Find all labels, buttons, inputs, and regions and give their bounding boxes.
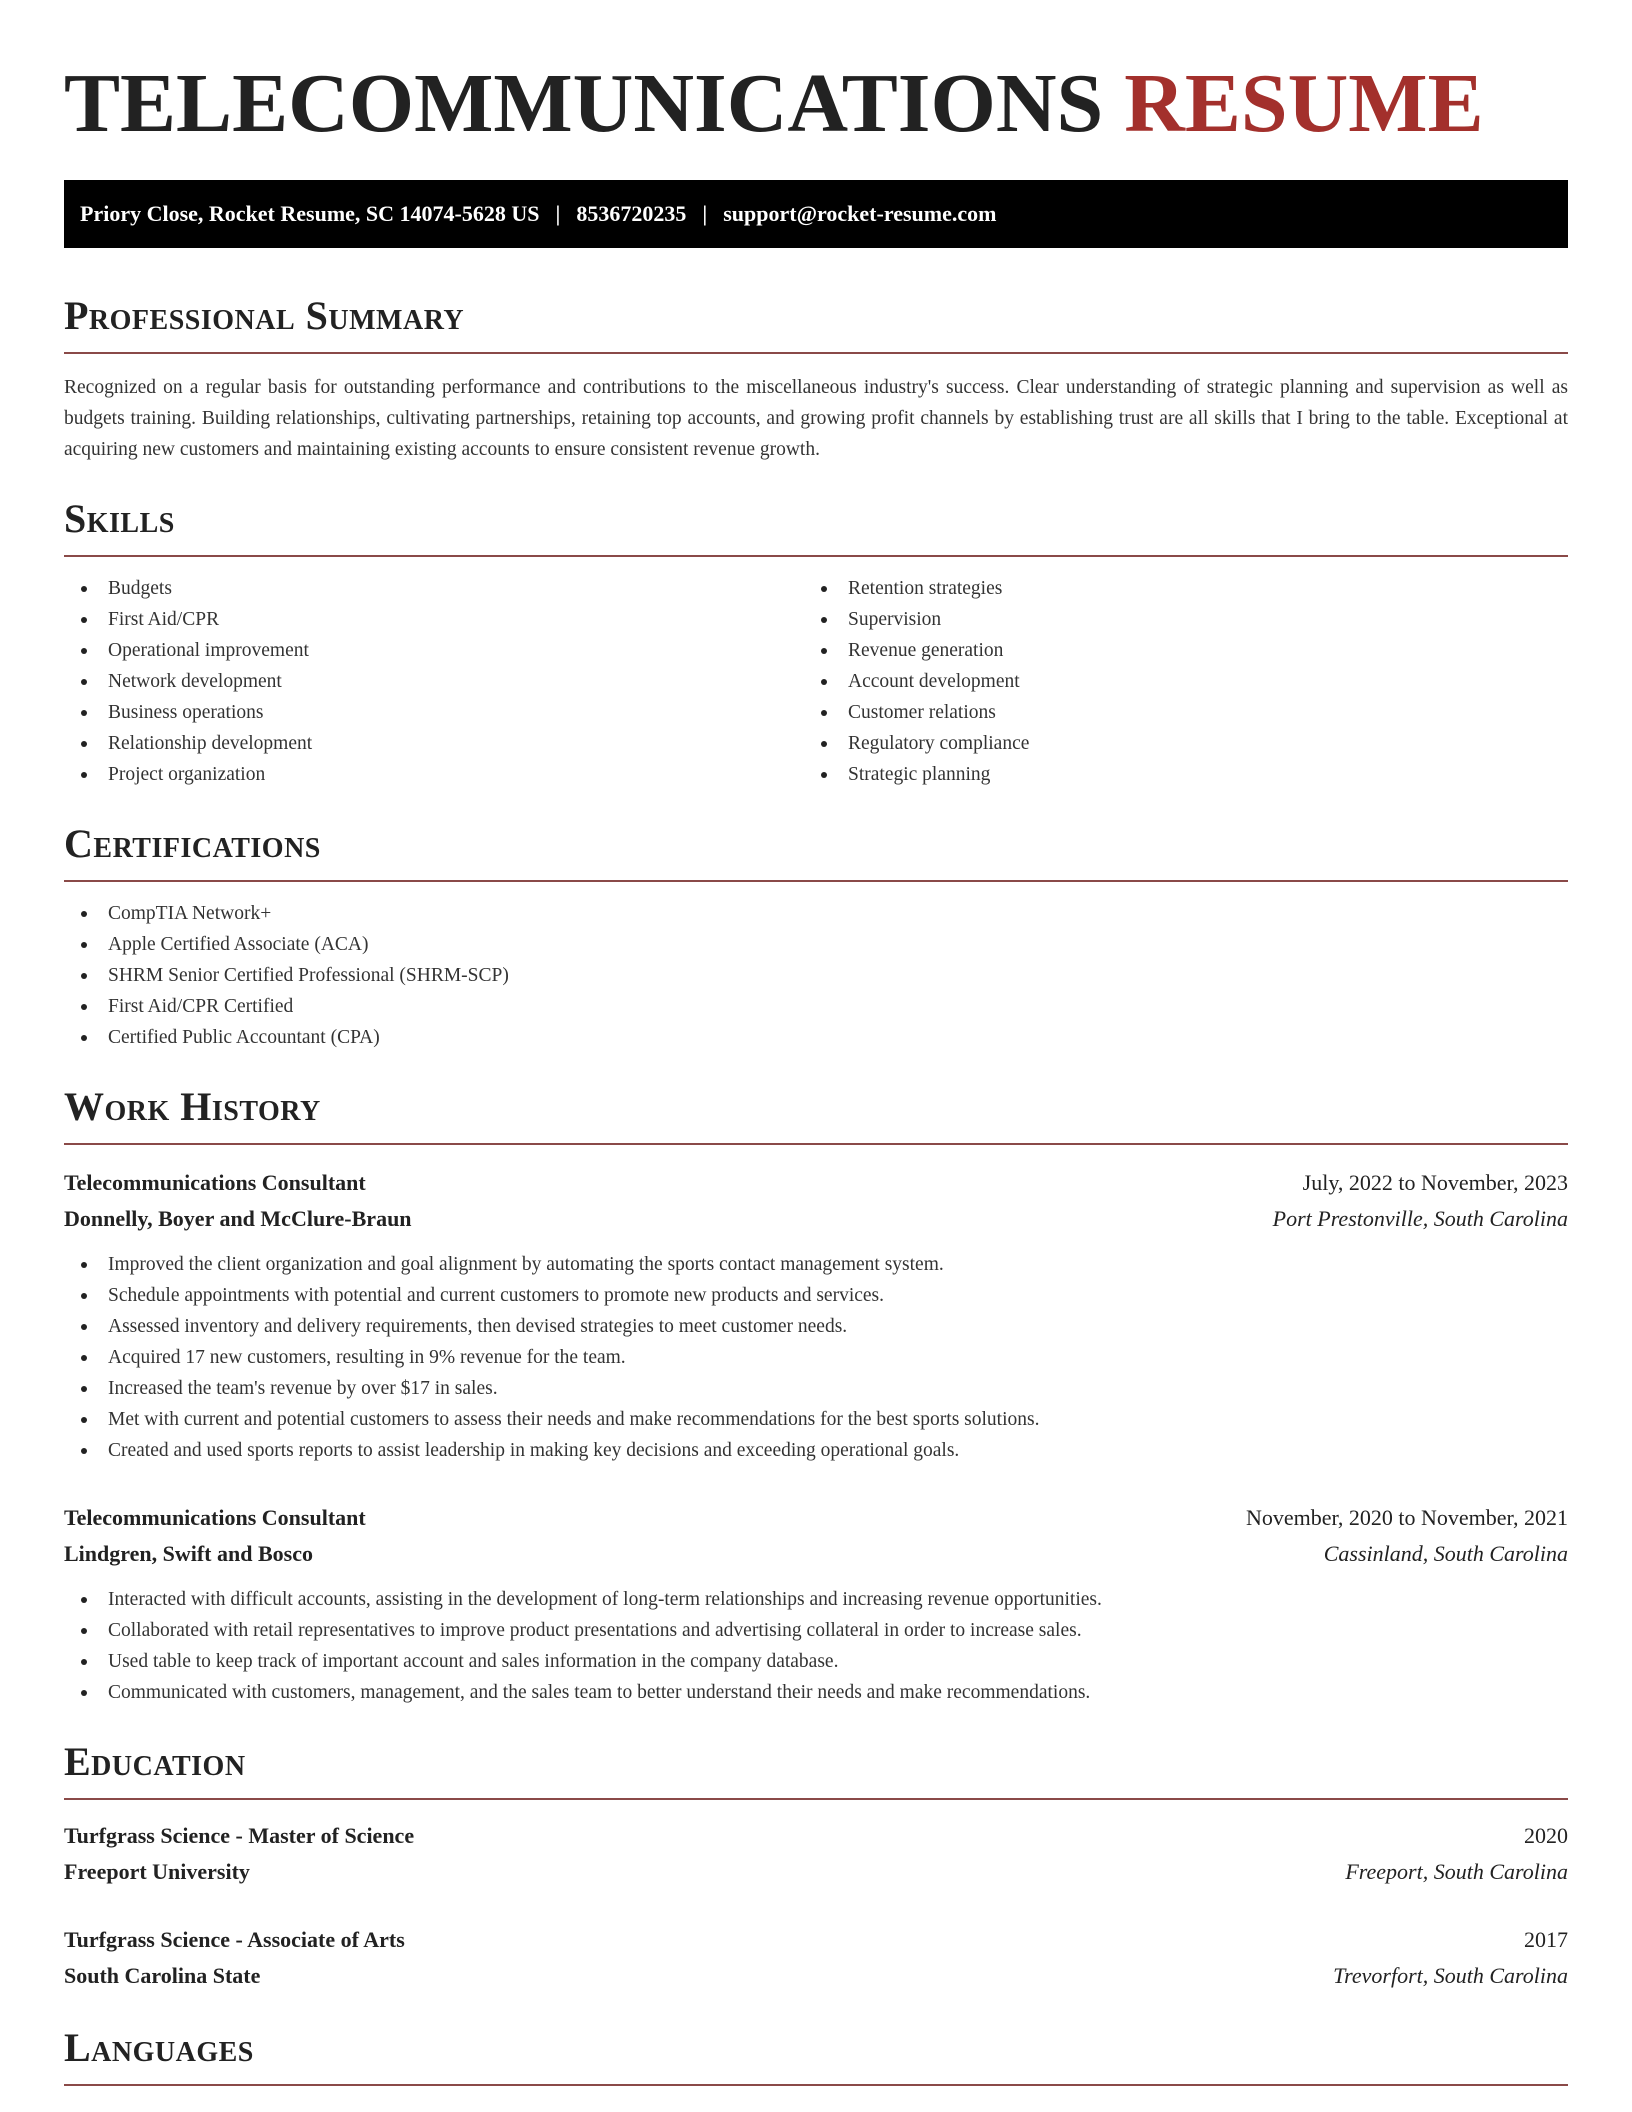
skill-item: Strategic planning xyxy=(804,759,1544,790)
skill-item: Operational improvement xyxy=(64,635,804,666)
section-divider xyxy=(64,555,1568,557)
professional-summary-section xyxy=(64,292,1568,465)
education-entry xyxy=(64,1922,1568,1994)
contact-separator: | xyxy=(555,201,561,226)
education-school: Freeport University xyxy=(64,1859,250,1884)
contact-bar xyxy=(64,180,1568,248)
skills-list-left xyxy=(64,573,804,790)
job-entry xyxy=(64,1165,1568,1466)
certification-item: Apple Certified Associate (ACA) xyxy=(64,929,1568,960)
job-location: Cassinland, South Carolina xyxy=(1323,1541,1568,1566)
job-bullets xyxy=(64,1584,1568,1708)
job-company-row xyxy=(64,1201,1568,1237)
education-degree: Turfgrass Science - Associate of Arts xyxy=(64,1927,405,1952)
job-bullet: Communicated with customers, management, and the sales team to better understand their needs and make recommendations. xyxy=(64,1677,1568,1708)
job-location: Port Prestonville, South Carolina xyxy=(1272,1206,1568,1231)
resume-page xyxy=(64,0,1568,2086)
skills-section xyxy=(64,495,1568,790)
education-entry xyxy=(64,1818,1568,1890)
job-bullet: Acquired 17 new customers, resulting in 9% revenue for the team. xyxy=(64,1342,1568,1373)
education-school-row xyxy=(64,1958,1568,1994)
summary-text: Recognized on a regular basis for outstanding performance and contributions to the miscellaneous industry's success. Clear understanding of strategic planning and supervision as well as budgets training. Building relationships, cultivating partnerships, retaining top accounts, and growing profit channels by establishing trust are all skills that I bring to the table. Exceptional at acquiring new customers and maintaining existing accounts to ensure consistent revenue growth. xyxy=(64,377,1568,460)
job-bullet: Used table to keep track of important account and sales information in the company database. xyxy=(64,1646,1568,1677)
skill-item: Revenue generation xyxy=(804,635,1544,666)
skill-item: Customer relations xyxy=(804,697,1544,728)
education-year: 2020 xyxy=(1524,1823,1568,1848)
skill-item: Network development xyxy=(64,666,804,697)
section-heading: Work History xyxy=(64,1084,321,1129)
job-bullet: Interacted with difficult accounts, assisting in the development of long-term relationships and increasing revenue opportunities. xyxy=(64,1584,1568,1615)
certifications-section xyxy=(64,820,1568,1053)
title-accent: RESUME xyxy=(1124,57,1484,150)
job-bullet: Created and used sports reports to assist leadership in making key decisions and exceeding operational goals. xyxy=(64,1435,1568,1466)
resume-title xyxy=(64,56,1568,152)
section-divider xyxy=(64,1798,1568,1800)
section-divider xyxy=(64,2084,1568,2086)
job-bullets xyxy=(64,1249,1568,1466)
contact-separator: | xyxy=(702,201,708,226)
skill-item: Account development xyxy=(804,666,1544,697)
certification-item: SHRM Senior Certified Professional (SHRM-SCP) xyxy=(64,960,1568,991)
job-company-row xyxy=(64,1536,1568,1572)
skill-item: First Aid/CPR xyxy=(64,604,804,635)
job-bullet: Assessed inventory and delivery requirements, then devised strategies to meet customer needs. xyxy=(64,1311,1568,1342)
contact-phone[interactable]: 8536720235 xyxy=(576,201,687,226)
work-history-section xyxy=(64,1083,1568,1708)
title-main: TELECOMMUNICATIONS xyxy=(64,57,1104,150)
languages-section xyxy=(64,2024,1568,2086)
section-heading: Certifications xyxy=(64,821,321,866)
education-school-row xyxy=(64,1854,1568,1890)
job-header-row xyxy=(64,1500,1568,1536)
job-bullet: Schedule appointments with potential and current customers to promote new products and services. xyxy=(64,1280,1568,1311)
section-divider xyxy=(64,352,1568,354)
contact-address: Priory Close, Rocket Resume, SC 14074-5628 US xyxy=(80,201,540,226)
job-entry xyxy=(64,1500,1568,1708)
job-bullet: Met with current and potential customers to assess their needs and make recommendations for the best sports solutions. xyxy=(64,1404,1568,1435)
job-dates: July, 2022 to November, 2023 xyxy=(1302,1170,1568,1195)
certification-item: Certified Public Accountant (CPA) xyxy=(64,1022,1568,1053)
education-year: 2017 xyxy=(1524,1927,1568,1952)
education-school: South Carolina State xyxy=(64,1963,261,1988)
section-divider xyxy=(64,1143,1568,1145)
job-company: Donnelly, Boyer and McClure-Braun xyxy=(64,1206,412,1231)
skills-columns xyxy=(64,573,1568,790)
job-header-row xyxy=(64,1165,1568,1201)
section-divider xyxy=(64,880,1568,882)
skills-list-right xyxy=(804,573,1544,790)
job-bullet: Collaborated with retail representatives to improve product presentations and advertising collateral in order to increase sales. xyxy=(64,1615,1568,1646)
education-location: Freeport, South Carolina xyxy=(1345,1859,1568,1884)
job-bullet: Increased the team's revenue by over $17 in sales. xyxy=(64,1373,1568,1404)
section-heading: Skills xyxy=(64,496,175,541)
certification-item: First Aid/CPR Certified xyxy=(64,991,1568,1022)
section-heading: Languages xyxy=(64,2025,254,2070)
certifications-list xyxy=(64,898,1568,1053)
skill-item: Regulatory compliance xyxy=(804,728,1544,759)
section-heading: Education xyxy=(64,1739,246,1784)
education-location: Trevorfort, South Carolina xyxy=(1333,1963,1568,1988)
job-dates: November, 2020 to November, 2021 xyxy=(1245,1505,1568,1530)
section-heading: Professional Summary xyxy=(64,293,465,338)
education-degree-row xyxy=(64,1922,1568,1958)
skill-item: Supervision xyxy=(804,604,1544,635)
job-company: Lindgren, Swift and Bosco xyxy=(64,1541,313,1566)
skill-item: Retention strategies xyxy=(804,573,1544,604)
skill-item: Relationship development xyxy=(64,728,804,759)
education-section xyxy=(64,1738,1568,1994)
education-degree-row xyxy=(64,1818,1568,1854)
job-title: Telecommunications Consultant xyxy=(64,1505,366,1530)
skill-item: Business operations xyxy=(64,697,804,728)
certification-item: CompTIA Network+ xyxy=(64,898,1568,929)
contact-email[interactable]: support@rocket-resume.com xyxy=(723,201,997,226)
job-bullet: Improved the client organization and goal alignment by automating the sports contact management system. xyxy=(64,1249,1568,1280)
skill-item: Budgets xyxy=(64,573,804,604)
skill-item: Project organization xyxy=(64,759,804,790)
education-degree: Turfgrass Science - Master of Science xyxy=(64,1823,415,1848)
job-title: Telecommunications Consultant xyxy=(64,1170,366,1195)
